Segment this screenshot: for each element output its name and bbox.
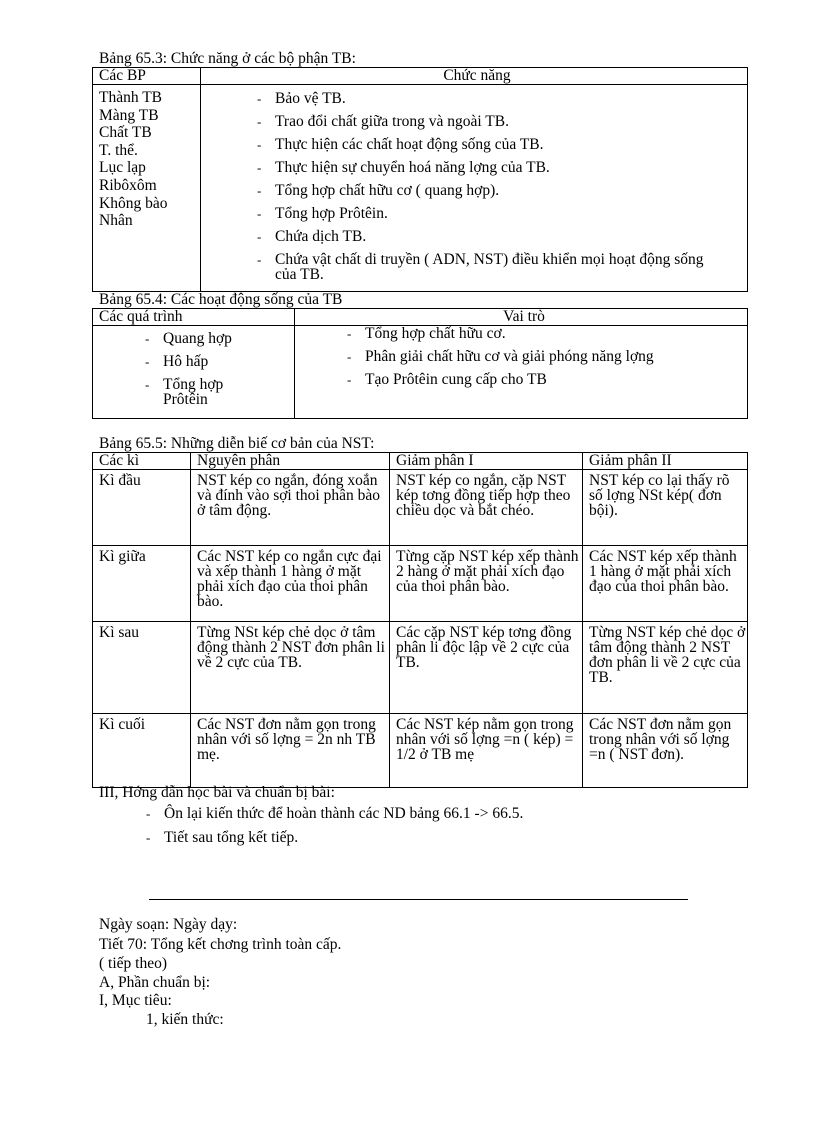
meiosis-2-cell: NST kép co lại thấy rõ số lợng NSt kép( đơn bội). (583, 470, 748, 546)
table-653 (92, 67, 748, 292)
table-654-process-cell (93, 326, 295, 419)
table-654-title: Bảng 65.4: Các hoạt động sống của TB (99, 291, 343, 308)
bullet-icon: - (257, 91, 262, 106)
table-row (93, 546, 748, 622)
table-655-header-mitosis: Nguyên phân (191, 453, 390, 470)
bullet-icon: - (347, 372, 352, 387)
phase-cell: Kì cuối (93, 714, 191, 788)
separator-line (149, 899, 688, 900)
lesson-knowledge: 1, kiến thức: (146, 1011, 224, 1028)
mitosis-cell: Các NST đơn nằm gọn trong nhân với số lợng = 2n nh TB mẹ. (191, 714, 390, 788)
table-653-header-functions: Chức năng (201, 68, 748, 85)
part-item: Ribôxôm (99, 176, 157, 194)
mitosis-cell: NST kép co ngắn, đóng xoắn và đính vào sợi thoi phân bào ở tâm động. (191, 470, 390, 546)
role-item: Phân giải chất hữu cơ và giải phóng năng lợng (365, 348, 654, 365)
meiosis-2-cell: Các NST đơn nằm gọn trong nhân với số lợng =n ( NST đơn). (583, 714, 748, 788)
table-653-title: Bảng 65.3: Chức năng ở các bộ phận TB: (99, 50, 356, 67)
table-653-header-parts: Các BP (93, 68, 201, 85)
guide-item (146, 830, 298, 846)
bullet-icon: - (257, 160, 262, 175)
guide-item-text: Ôn lại kiến thức để hoàn thành các ND bảng 66.1 -> 66.5. (164, 805, 524, 822)
bullet-icon: - (257, 252, 262, 267)
bullet-icon: - (257, 114, 262, 129)
bullet-icon: - (347, 349, 352, 364)
meiosis-1-cell: Từng cặp NST kép xếp thành 2 hàng ở mặt phải xích đạo của thoi phân bào. (390, 546, 583, 622)
part-item: Lục lạp (99, 159, 146, 177)
table-655-header-phase: Các kì (93, 453, 191, 470)
table-654-header-process: Các quá trình (93, 309, 295, 326)
meiosis-2-cell: Từng NST kép chẻ dọc ở tâm động thành 2 NST đơn phân li về 2 cực của TB. (583, 622, 748, 714)
table-row (93, 622, 748, 714)
phase-cell: Kì sau (93, 622, 191, 714)
guide-item-text: Tiết sau tổng kết tiếp. (164, 829, 299, 846)
table-row (93, 714, 748, 788)
function-item: Thực hiện sự chuyển hoá năng lợng của TB. (275, 159, 550, 176)
function-item: Bảo vệ TB. (275, 90, 346, 107)
table-654 (92, 308, 748, 419)
guide-item (146, 806, 523, 822)
table-655 (92, 452, 748, 788)
bullet-icon: - (145, 331, 150, 346)
table-653-functions-cell (201, 85, 748, 292)
part-item: T. thể. (99, 141, 138, 159)
meiosis-1-cell: Các cặp NST kép tơng đồng phân li độc lập về 2 cực của TB. (390, 622, 583, 714)
lesson-dates: Ngày soạn: Ngày dạy: (99, 916, 238, 933)
meiosis-2-cell: Các NST kép xếp thành 1 hàng ở mặt phải xích đạo của thoi phân bào. (583, 546, 748, 622)
meiosis-1-cell: Các NST kép nằm gọn trong nhân với số lợng =n ( kép) = 1/2 ở TB mẹ (390, 714, 583, 788)
lesson-period: Tiết 70: Tổng kết chơng trình toàn cấp. (99, 936, 342, 953)
function-item: Thực hiện các chất hoạt động sống của TB. (275, 136, 544, 153)
table-655-title: Bảng 65.5: Những diễn biế cơ bản của NST: (99, 435, 375, 452)
table-653-parts-cell (93, 85, 201, 292)
role-item: Tạo Prôtêin cung cấp cho TB (365, 371, 547, 388)
bullet-icon: - (257, 206, 262, 221)
phase-cell: Kì đầu (93, 470, 191, 546)
mitosis-cell: Các NST kép co ngắn cực đại và xếp thành 1 hàng ở mặt phải xích đạo của thoi phân bào. (191, 546, 390, 622)
function-item: Tổng hợp Prôtêin. (275, 205, 388, 222)
bullet-icon: - (145, 377, 150, 392)
bullet-icon: - (257, 137, 262, 152)
process-item: Hô hấp (163, 353, 209, 370)
meiosis-1-cell: NST kép co ngắn, cặp NST kép tơng đồng tiếp hợp theo chiều dọc và bắt chéo. (390, 470, 583, 546)
table-655-header-meiosis-2: Giảm phân II (583, 453, 748, 470)
function-item: Chứa vật chất di truyền ( ADN, NST) điều khiển mọi hoạt động sống của TB. (275, 251, 704, 283)
function-item: Trao đổi chất giữa trong và ngoài TB. (275, 113, 509, 130)
lesson-objectives: I, Mục tiêu: (99, 992, 172, 1009)
table-654-header-role: Vai trò (295, 309, 748, 326)
part-item: Không bào (99, 194, 168, 212)
process-item: Tổng hợp Prôtêin (163, 376, 224, 408)
process-item: Quang hợp (163, 330, 232, 347)
table-654-role-cell (295, 326, 748, 419)
mitosis-cell: Từng NSt kép chẻ dọc ở tâm động thành 2 NST đơn phân li về 2 cực của TB. (191, 622, 390, 714)
bullet-icon: - (145, 354, 150, 369)
function-item: Tổng hợp chất hữu cơ ( quang hợp). (275, 182, 500, 199)
lesson-part-a: A, Phần chuẩn bị: (99, 974, 211, 991)
guide-heading: III, Hớng dẫn học bài và chuẩn bị bài: (99, 784, 335, 801)
bullet-icon: - (257, 183, 262, 198)
bullet-icon: - (146, 830, 151, 845)
table-row (93, 470, 748, 546)
bullet-icon: - (146, 806, 151, 821)
part-item: Thành TB (99, 89, 162, 106)
bullet-icon: - (347, 326, 352, 341)
part-item: Chất TB (99, 124, 152, 142)
role-item: Tổng hợp chất hữu cơ. (365, 325, 506, 342)
phase-cell: Kì giữa (93, 546, 191, 622)
part-item: Màng TB (99, 106, 159, 124)
lesson-continued: ( tiếp theo) (99, 955, 168, 972)
bullet-icon: - (257, 229, 262, 244)
part-item: Nhân (99, 212, 133, 230)
table-655-header-meiosis-1: Giảm phân I (390, 453, 583, 470)
function-item: Chứa dịch TB. (275, 228, 367, 245)
